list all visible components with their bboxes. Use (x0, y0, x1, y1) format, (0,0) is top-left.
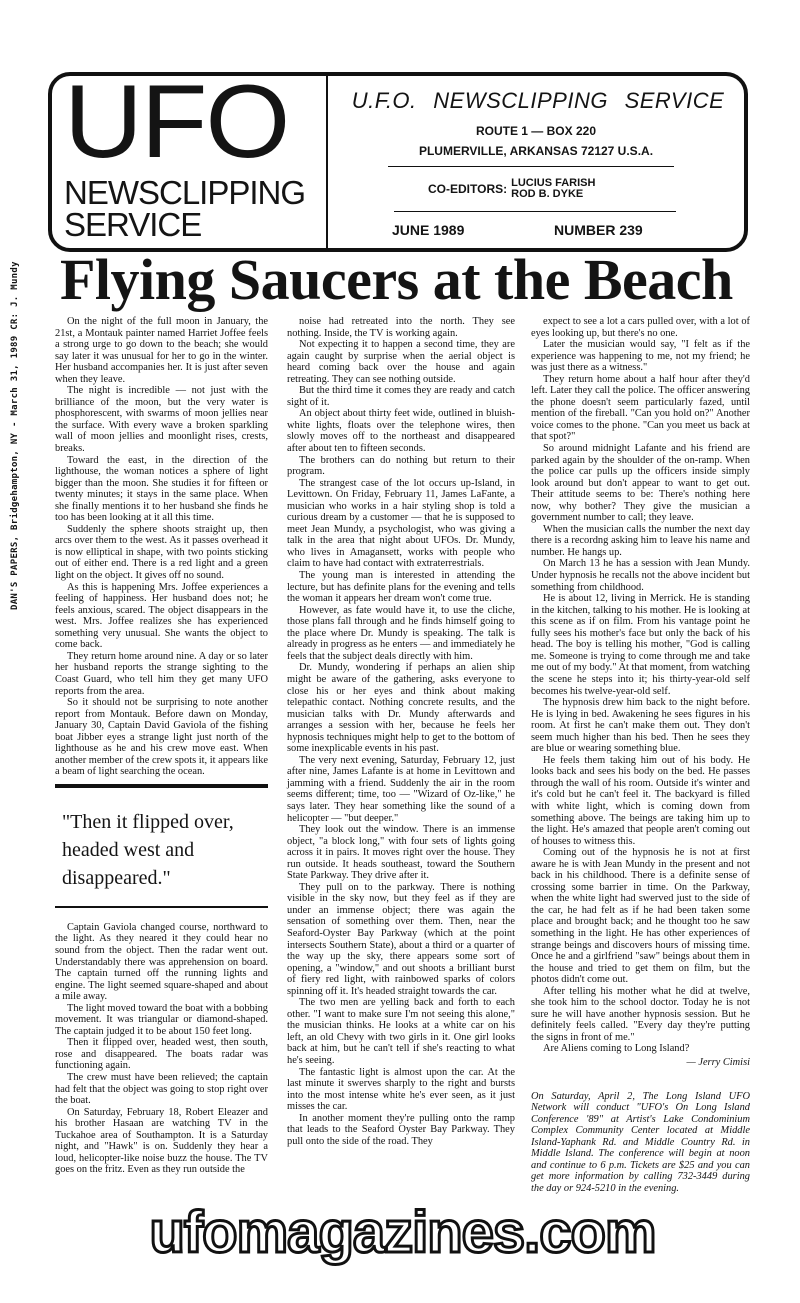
paragraph: On March 13 he has a session with Jean Mundy. Under hypnosis he recalls not the above incident but something from childhood. (531, 558, 750, 593)
address-line-2: PLUMERVILLE, ARKANSAS 72127 U.S.A. (418, 144, 654, 158)
paragraph: After telling his mother what he did at twelve, she took him to the school doctor. Today he is not sure he will have another hypnosis session. But he definitely feels called. "Every day they're putting the signs in front of me." (531, 985, 750, 1043)
address-line-1: ROUTE 1 — BOX 220 (475, 124, 597, 138)
masthead-info (328, 76, 744, 248)
coeditor-2: ROD B. DYKE (511, 188, 584, 200)
paragraph: They return home around nine. A day or so later her husband reports the strange sighting to the Coast Guard, who tell him they get many UFO reports from the area. (55, 650, 268, 697)
column-1-bottom (55, 922, 268, 1176)
divider (394, 211, 676, 212)
paragraph: They pull on to the parkway. There is nothing visible in the sky now, but they feel as if they are under an immense object; there was again the sensation of something over them. Then, near the Seaford-Oyster Bay Parkway (which at the point intersects Southern State), about a third or a quarter of the way up the sky, there appears some sort of opening, a "window," and out shoots a brilliant burst of fiery red light, with rainbowed sparks of colors spinning off it. It's headed straight towards the car. (287, 881, 515, 997)
column-2 (287, 316, 515, 1147)
paragraph: Suddenly the sphere shoots straight up, then arcs over them to the west. As it passes overhead it is now elliptical in shape, with two points sticking out of either end. There is a red light and a green light on the object. It gives off no sound. (55, 523, 268, 582)
column-2-wrap (287, 316, 515, 1147)
paragraph: They return home about a half hour after they'd left. Later they call the police. The officer answering the phone doesn't seem particularly fazed, until mention of the fireball. "Can you hold on?" Another voice comes to the phone. "Can you meet us back at that spot?" (531, 373, 750, 443)
pull-quote: "Then it flipped over, headed west and disappeared." (62, 810, 234, 889)
service-title: U.F.O. NEWSCLIPPING SERVICE (351, 88, 725, 113)
paragraph: The fantastic light is almost upon the car. At the last minute it swerves sharply to the right and bursts into the most intense white he's ever seen, as it just misses the car. (287, 1066, 515, 1113)
issue-date: JUNE 1989 (392, 222, 465, 238)
paragraph: The two men are yelling back and forth to each other. "I want to make sure I'm not seeing this alone," the musician thinks. He looks at a white car on his left, an old Chevy with two girls in it. One girl looks back at him, but he can't tell if she's reacting to what he's seeing. (287, 997, 515, 1066)
issue-number: NUMBER 239 (554, 222, 643, 238)
paragraph: When the musician calls the number the next day there is a recordng asking him to leave his name and number. He hangs up. (531, 523, 750, 558)
divider (388, 166, 674, 167)
logo-ufo: UFO (64, 64, 289, 180)
column-1-top (55, 316, 268, 778)
paragraph: In another moment they're pulling onto the ramp that leads to the Seaford Oyster Bay Parkway. They pull onto the side of the road. They (287, 1112, 515, 1147)
paragraph: However, as fate would have it, to use the cliche, those plans fall through and he finds himself going to the place where Dr. Mundy is speaking. The talk is already in progress as he enters — and immediately he feels that the subject deals directly with him. (287, 604, 515, 662)
paragraph: So around midnight Lafante and his friend are parked again by the shoulder of the on-ramp. When the police car pulls up the officers inside simply look around but don't appear to want to get out. Their attitude seems to be: There's nothing here now, why bother? They give the musician a government number to call; they leave. (531, 443, 750, 524)
paragraph: Later the musician would say, "I felt as if the experience was happening to me, not my friend; he was just there as a witness." (531, 339, 750, 374)
paragraph: The young man is interested in attending the lecture, but has definite plans for the evening and tells the woman it appears her dream won't come true. (287, 570, 515, 605)
column-3-paragraphs (531, 316, 750, 1055)
paragraph: Then it flipped over, headed west, then south, rose and disappeared. The boats radar was functioning again. (55, 1037, 268, 1072)
paragraph: noise had retreated into the north. They see nothing. Inside, the TV is working again. (287, 316, 515, 339)
logo-service: SERVICE (64, 206, 202, 243)
paragraph: On the night of the full moon in January, the 21st, a Montauk painter named Harriet Joffee feels a strong urge to go down to the beach; she would say later it was unusual for her to go in the winter. Her husband accompanies her. It is just after seven when they leave. (55, 316, 268, 385)
paragraph: Captain Gaviola changed course, northward to the light. As they neared it they could hear no sound from the object. Then the radar went out. Understandably there was apprehension on board. The captain turned off the running lights and engine. The light seemed square-shaped and about a mile away. (55, 921, 268, 1003)
paragraph: The night is incredible — not just with the brilliance of the moon, but the very water is phosphorescent, with swarms of moon jellies near the surface. With every wave a broken sparkling wall of moon jellies and moonlight rises, crests, breaks. (55, 385, 268, 455)
article-body (55, 316, 750, 1264)
paragraph: The strangest case of the lot occurs up-Island, in Levittown. On Friday, February 11, James LaFante, a musician who works in a hair styling shop is told a curious dream by a customer — that he is supposed to meet Jean Mundy, a psychologist, who was giving a talk in the area that night about UFOs. Dr. Mundy, who lives in Amagansett, works with people who claim to have had contact with extraterrestrials. (287, 477, 515, 570)
article-columns (55, 316, 750, 1194)
coeditors-label: CO-EDITORS: (428, 182, 508, 196)
column-3 (531, 316, 750, 1194)
logo-newsclipping: NEWSCLIPPING (64, 174, 306, 211)
paragraph: The hypnosis drew him back to the night before. He is lying in bed. Awakening he sees figures in his room. At first he can't make them out. They don't seem much higher than his bed. Then he sees they are blue or wearing something blue. (531, 697, 750, 755)
byline: — Jerry Cimisi (686, 1057, 750, 1068)
paragraph: Not expecting it to happen a second time, they are again caught by surprise when the aerial object is heard coming back over the house and again retreating. They can see nothing outside. (287, 339, 515, 385)
paragraph: But the third time it comes they are ready and catch sight of it. (287, 385, 515, 408)
paragraph: The light moved toward the boat with a bobbing movement. It was triangular or diamond-shaped. The captain judged it to be about 150 feet long. (55, 1002, 268, 1037)
paragraph: The brothers can do nothing but return to their program. (287, 454, 515, 478)
paragraph: They look out the window. There is an immense object, "a block long," with four sets of lights going across it in pairs. It moves right over the house. They run outside. It heads southeast, toward the Southern State Parkway. They drive after it. (287, 824, 515, 882)
paragraph: Dr. Mundy, wondering if perhaps an alien ship might be aware of the gathering, asks everyone to close his or her eyes and think about making telepathic contact. Nothing concrete results, and the musician talks with Dr. Mundy afterwards and arranges a session with her, because he feels her hypnosis techniques might help to get to the bottom of some inexplicable events in his past. (287, 662, 515, 755)
paragraph: Are Aliens coming to Long Island? (543, 1043, 690, 1055)
paragraph: As this is happening Mrs. Joffee experiences a feeling of happiness. Her husband does not; he feels anxious, scared. The object disappears in the west. Mrs. Joffee realizes she has experienced something very unusual. She wants the object to come back. (55, 581, 268, 651)
paragraph: expect to see a lot a cars pulled over, with a lot of eyes looking up, but there's no one. (531, 316, 750, 339)
paragraph: An object about thirty feet wide, outlined in bluish-white lights, floats over the telephone wires, then slowly moves off to the northeast and disappeared after about ten to fifteen seconds. (287, 408, 515, 455)
coeditor-1: LUCIUS FARISH (511, 177, 596, 189)
headline: Flying Saucers at the Beach (60, 247, 733, 312)
paragraph: On Saturday, February 18, Robert Eleazer and his brother Hasaan are watching TV in the Tuckahoe area of Southampton. It is a Saturday night, and "Hawk" is on. Suddenly they hear a loud, helicopter-like noise buzz the house. The TV goes on the fritz. Even as they run outside the (55, 1106, 268, 1176)
paragraph: The very next evening, Saturday, February 12, just after nine, James Lafante is at home in Levittown and jamming with a friend. Suddenly the air in the room seems different; time, too — "Wizard of Oz-like," he says later. They hear something like the sound of a helicopter — "but deeper." (287, 754, 515, 824)
paragraph: So it should not be surprising to note another report from Montauk. Before dawn on Monday, January 30, Captain David Gaviola of the fishing boat Jibber eyes a strange light just north of the lighthouse as he and his crew move east. When another member of the crew spots it, it appears like a beam of light searching the ocean. (55, 697, 268, 778)
coeditors (428, 178, 595, 200)
column-1 (55, 316, 268, 1176)
paragraph: He feels them taking him out of his body. He looks back and sees his body on the bed. He passes through the wall of his room. Outside it's winter and it's cold but he can't feel it. The backyard is filled with white light, which is coming down from something above. The beings are taking him up to the light. He's amazed that people aren't coming out of houses to witness this. (531, 754, 750, 847)
paragraph: Toward the east, in the direction of the lighthouse, the woman notices a sphere of light bigger than the moon. She studies it for fifteen or twenty minutes; it stays in the same place. When she finally mentions it to her husband she finds he too has been looking at it all this time. (55, 454, 268, 524)
watermark: ufomagazines.com (149, 1200, 656, 1266)
divider-rule (55, 906, 268, 908)
masthead (48, 64, 748, 252)
source-credit: DAN'S PAPERS, Bridgehampton, NY - March 31, 1989 CR: J. Mundy (10, 261, 20, 610)
paragraph: He is about 12, living in Merrick. He is standing in the kitchen, talking to his mother. He is looking at this scene as if on film. From his vantage point he fully sees his mother's face but only the back of his head. The boy is telling his mother, "God is calling me. Someone is trying to come through me and take me out of my body." At that moment, from watching the scene he steps into it; his thirty-year-old self becomes his twelve-year-old self. (531, 593, 750, 697)
coeditor-names (511, 178, 595, 200)
paragraph: Coming out of the hypnosis he is not at first aware he is with Jean Mundy in the present and not back in his childhood. There is a definite sense of crossing some barrier in time. On the Parkway, when the white light had swerved just to the side of the car, he had felt as if he had been taken some place and brought back; and he thought too he saw something in the light. He has other experiences of strange beings and discovers hours of missing time. Once he and a girlfriend "saw" beings about them in the house and tried to get them on film, but the photos didn't come out. (531, 847, 750, 986)
event-note: On Saturday, April 2, The Long Island UFO Network will conduct "UFO's On Long Island Conference '89" at Artist's Lake Condominium Complex Community Center located at Middle Island-Yaphank Rd. and Middle Country Rd. in Middle Island. The conference will begin at noon and continue to 6 p.m. Tickets are $25 and you can get more information by calling 732-3449 during the day or 924-5210 in the evening. (531, 1090, 750, 1194)
paragraph: The crew must have been relieved; the captain had felt that the object was going to stop right over the boat. (55, 1071, 268, 1107)
